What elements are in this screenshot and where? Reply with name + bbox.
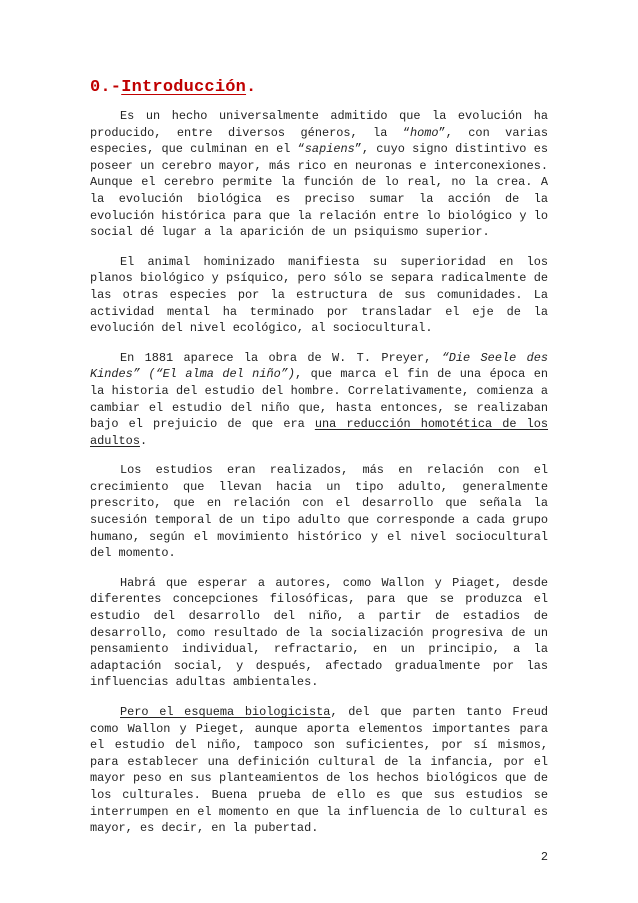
paragraph-2: [90, 254, 548, 337]
text-run: Es un hecho universalmente admitido que la evolución ha producido, entre diversos géneros, la “: [90, 109, 548, 140]
underlined-phrase: Pero el esquema biologicista: [120, 705, 331, 719]
text-run: .: [139, 433, 148, 448]
section-title-punct: .: [246, 78, 257, 97]
text-run: Los estudios eran realizados, más en relación con el crecimiento que llevan hacia un tipo adulto, generalmente prescrito, que en relación con el desarrollo que señala la sucesión temporal de un tipo adulto que corresponde a cada grupo humano, según el movimiento histórico y el nivel sociocultural del momento.: [90, 463, 548, 561]
body-text: [90, 108, 548, 837]
paragraph-5: [90, 575, 548, 691]
text-run: , del que parten tanto Freud como Wallon y Pieget, aunque aporta elementos importantes para el estudio del niño, tampoco son suficientes, por sí mismos, para establecer una definición cultural de la infancia, por el mayor peso en sus planteamientos de los hechos biológicos que de los culturales. Buena prueba de ello es que sus estudios se interrumpen en el momento en que la influencia de lo cultural es mayor, es decir, en la pubertad.: [90, 705, 549, 836]
paragraph-6: [90, 704, 548, 837]
paragraph-4: [90, 462, 548, 562]
paragraph-1: [90, 108, 548, 241]
text-run: ”, con varias especies, que culminan en el “: [90, 125, 548, 157]
page-number: 2: [540, 850, 548, 864]
text-run: , que marca el fin de una época en la historia del estudio del hombre. Correlativamente, comienza a cambiar el estudio del niño que, hasta entonces, se realizaban bajo el prejuicio de que era: [90, 367, 549, 432]
text-run: El animal hominizado manifiesta su superioridad en los planos biológico y psíquico, pero sólo se separa radicalmente de las otras especies por la estructura de sus comunidades. La actividad mental ha terminado por transladar el eje de la evolución del nivel ecológico, al sociocultural.: [90, 254, 548, 336]
italic-term-sapiens: sapiens: [304, 142, 355, 157]
section-title: Introducción: [121, 78, 247, 97]
underlined-phrase: una reducción homotética de los adultos: [90, 417, 549, 448]
italic-book-title: “Die Seele des Kindes” (“El alma del niño”): [90, 350, 548, 382]
section-number: 0.-: [90, 78, 122, 97]
section-heading: [90, 78, 256, 97]
italic-term-homo: homo: [410, 125, 439, 140]
text-run: ”, cuyo signo distintivo es poseer un cerebro mayor, más rico en neuronas e interconexiones. Aunque el cerebro permite la función de lo real, no la crea. A la evolución biológica es preciso sumar la acción de la evolución histórica para que la relación entre lo biológico y lo social dé lugar a la aparición de un psiquismo superior.: [90, 142, 548, 240]
text-run: En 1881 aparece la obra de W. T. Preyer,: [120, 350, 442, 365]
text-run: Habrá que esperar a autores, como Wallon y Piaget, desde diferentes concepciones filosóficas, para que se produzca el estudio del desarrollo del niño, a partir de estadios de desarrollo, como resultado de la socialización progresiva de un pensamiento individual, refractario, en un principio, a la adaptación social, y después, afectado gradualmente por las influencias adultas ambientales.: [90, 575, 548, 690]
paragraph-3: [90, 350, 548, 450]
